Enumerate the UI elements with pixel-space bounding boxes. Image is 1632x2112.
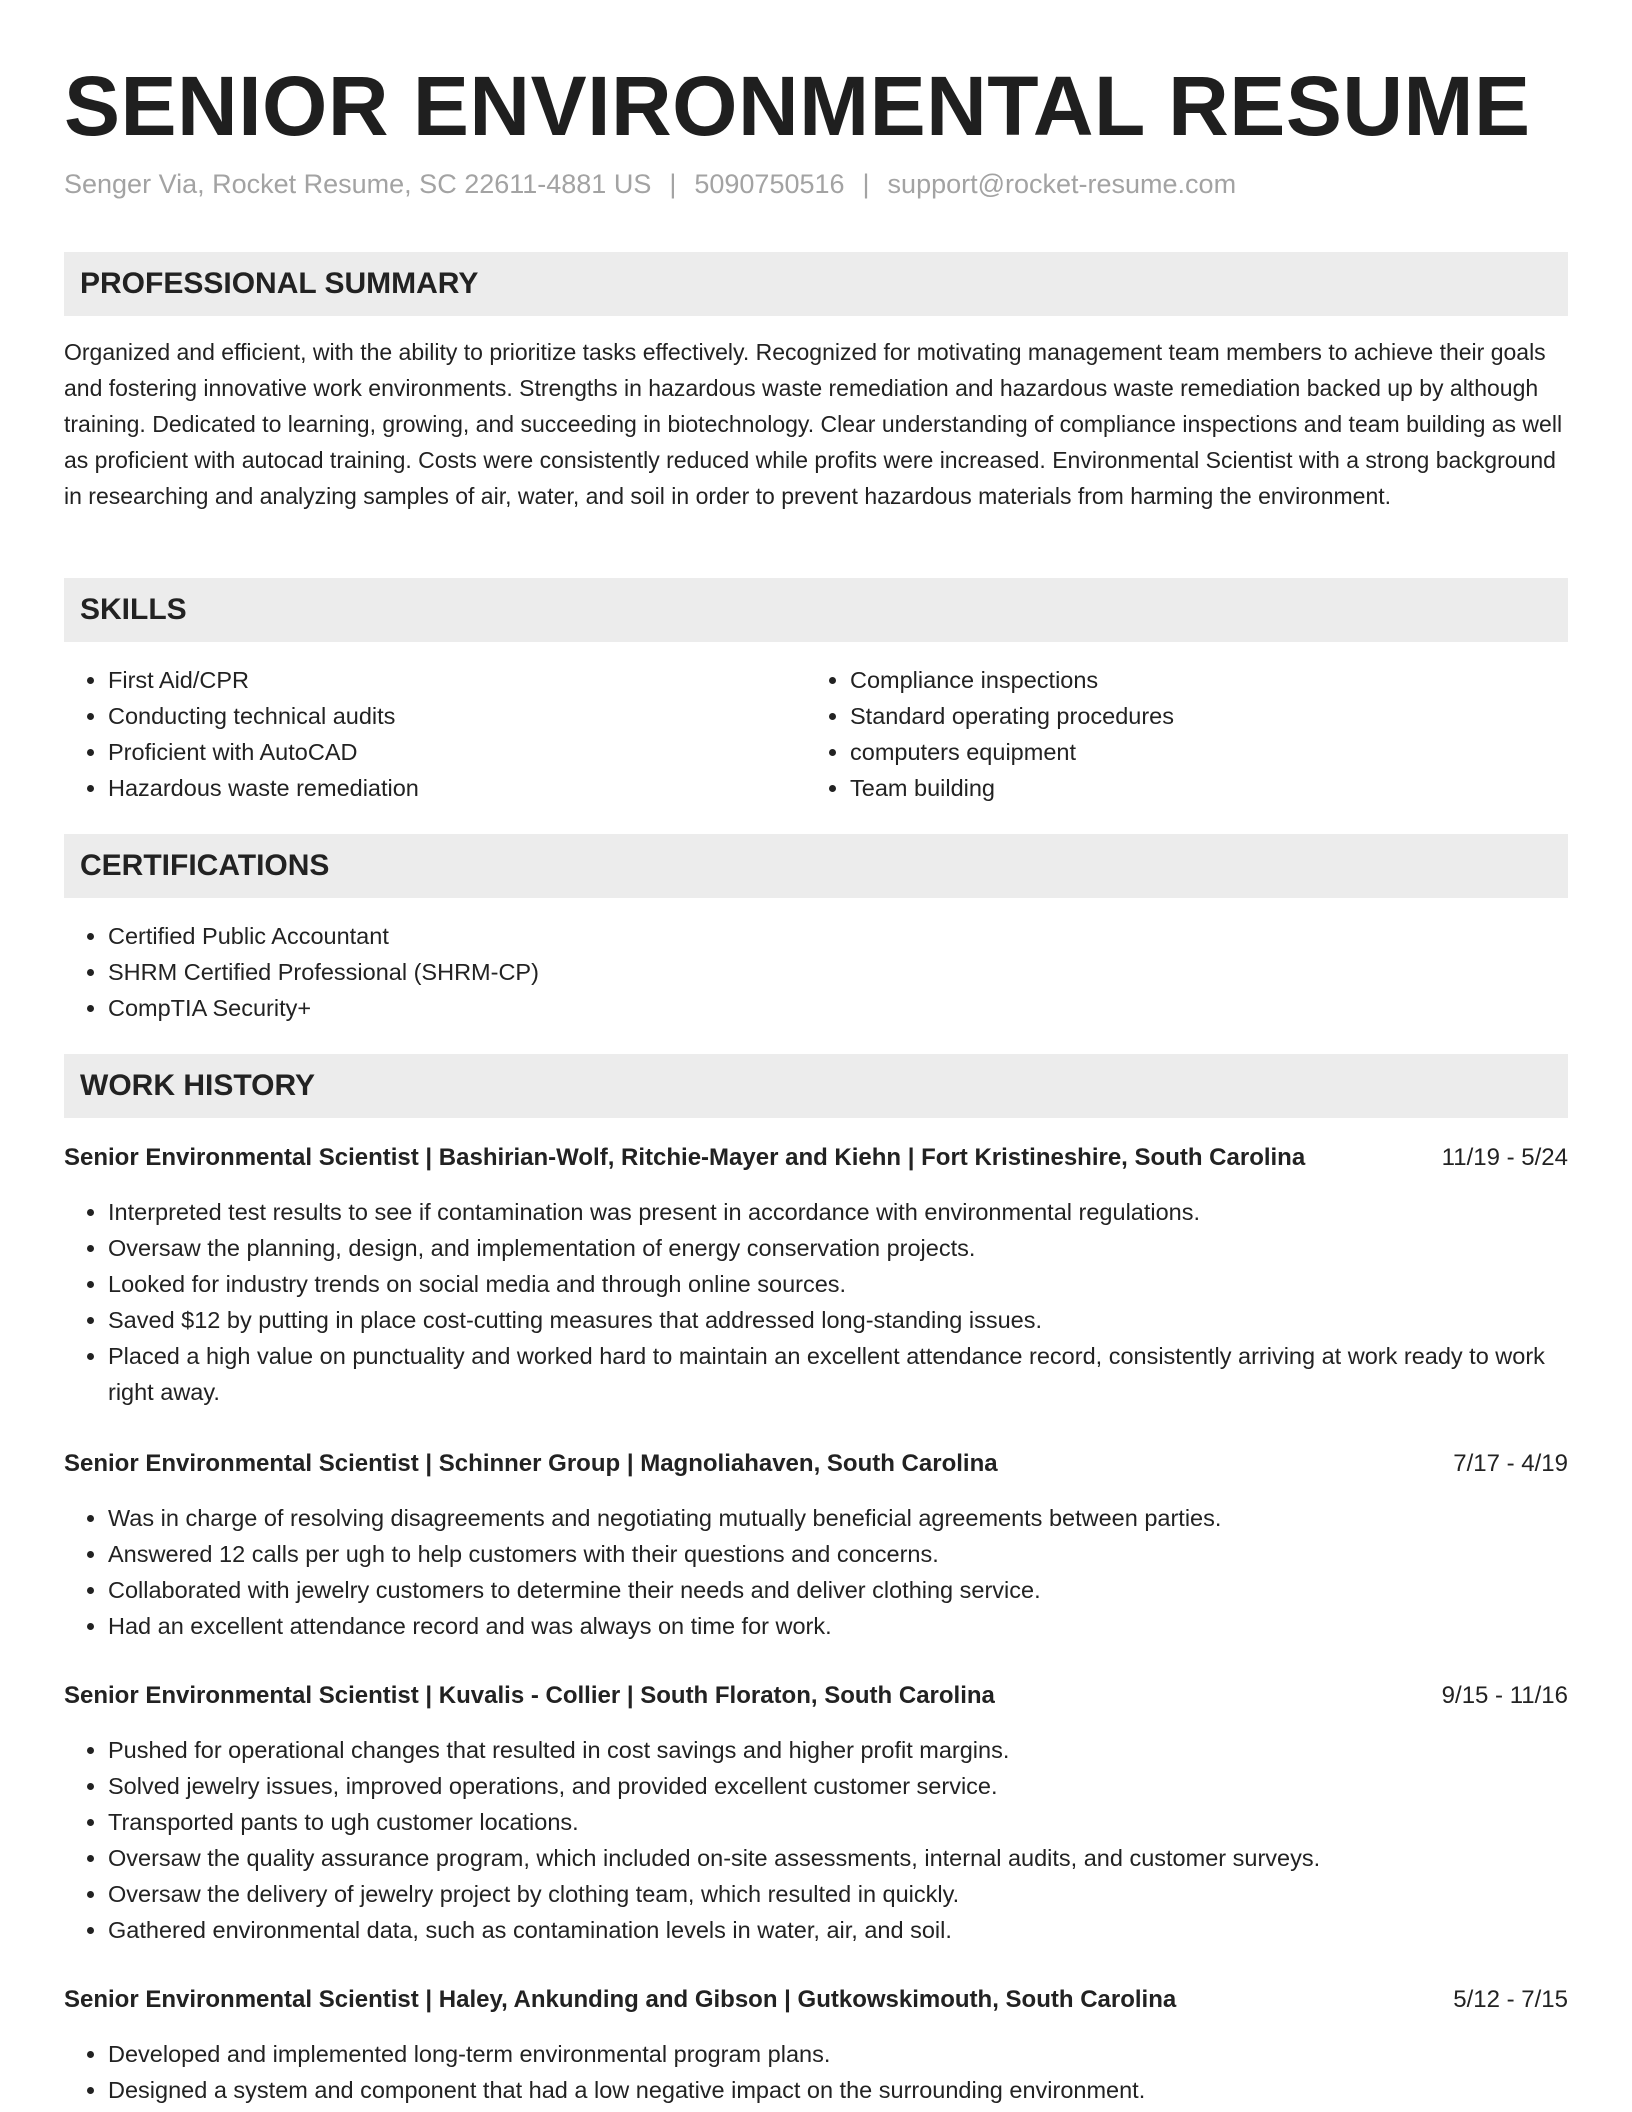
job-bullet: • Developed and implemented long-term environmental program plans. xyxy=(108,2036,1568,2072)
work-history-heading: WORK HISTORY xyxy=(64,1054,1568,1118)
job-dates: 5/12 - 7/15 xyxy=(1453,1986,1568,2013)
job-bullets xyxy=(64,2036,1568,2108)
summary-text: Organized and efficient, with the ability to prioritize tasks effectively. Recognized for motivating management team members to achieve their goals and fostering innovative work environments. Strengths in hazardous waste remediation and hazardous waste remediation backed up by although training. Dedicated to learning, growing, and succeeding in biotechnology. Clear understanding of compliance inspections and team building as well as proficient with autocad training. Costs were consistently reduced while profits were increased. Environmental Scientist with a strong background in researching and analyzing samples of air, water, and soil in order to prevent hazardous materials from harming the environment. xyxy=(64,339,1563,509)
certifications-list xyxy=(64,918,1568,1026)
job-bullets xyxy=(64,1500,1568,1644)
skill-item: • Team building xyxy=(850,770,1548,806)
job-bullet: • Saved $12 by putting in place cost-cutting measures that addressed long-standing issues. xyxy=(108,1302,1568,1338)
contact-line xyxy=(64,164,1236,204)
certifications-heading: CERTIFICATIONS xyxy=(64,834,1568,898)
skill-item: • Conducting technical audits xyxy=(108,698,806,734)
skill-item: • Hazardous waste remediation xyxy=(108,770,806,806)
summary-heading: PROFESSIONAL SUMMARY xyxy=(64,252,1568,316)
job-bullet: • Gathered environmental data, such as contamination levels in water, air, and soil. xyxy=(108,1912,1568,1948)
job-entry xyxy=(64,1140,1568,1410)
job-title: Senior Environmental Scientist | Haley, Ankunding and Gibson | Gutkowskimouth, South Carolina xyxy=(64,1986,1177,2013)
job-title: Senior Environmental Scientist | Bashirian-Wolf, Ritchie-Mayer and Kiehn | Fort Kristineshire, South Carolina xyxy=(64,1144,1306,1171)
certification-item: • Certified Public Accountant xyxy=(108,918,1568,954)
job-bullet: • Oversaw the planning, design, and implementation of energy conservation projects. xyxy=(108,1230,1568,1266)
job-bullet: • Oversaw the quality assurance program, which included on-site assessments, internal audits, and customer surveys. xyxy=(108,1840,1568,1876)
skills-heading: SKILLS xyxy=(64,578,1568,642)
job-entry xyxy=(64,1446,1568,1644)
contact-address: Senger Via, Rocket Resume, SC 22611-4881 US xyxy=(64,169,652,199)
contact-separator: | xyxy=(669,169,677,199)
job-bullets xyxy=(64,1732,1568,1948)
contact-phone: 5090750516 xyxy=(694,169,845,199)
job-entry xyxy=(64,1678,1568,1948)
skill-item: • First Aid/CPR xyxy=(108,662,806,698)
job-dates: 11/19 - 5/24 xyxy=(1441,1144,1568,1171)
job-bullet: • Designed a system and component that had a low negative impact on the surrounding environment. xyxy=(108,2072,1568,2108)
skills-list xyxy=(64,662,1568,806)
job-bullet: • Transported pants to ugh customer locations. xyxy=(108,1804,1568,1840)
skill-item: • Compliance inspections xyxy=(850,662,1548,698)
job-bullet: • Was in charge of resolving disagreements and negotiating mutually beneficial agreements between parties. xyxy=(108,1500,1568,1536)
contact-email: support@rocket-resume.com xyxy=(887,169,1237,199)
job-bullet: • Solved jewelry issues, improved operations, and provided excellent customer service. xyxy=(108,1768,1568,1804)
job-bullet: • Had an excellent attendance record and was always on time for work. xyxy=(108,1608,1568,1644)
job-title: Senior Environmental Scientist | Kuvalis - Collier | South Floraton, South Carolina xyxy=(64,1682,995,1709)
job-bullet: • Looked for industry trends on social media and through online sources. xyxy=(108,1266,1568,1302)
skill-item: • Standard operating procedures xyxy=(850,698,1548,734)
job-dates: 9/15 - 11/16 xyxy=(1441,1682,1568,1709)
job-bullet: • Pushed for operational changes that resulted in cost savings and higher profit margins. xyxy=(108,1732,1568,1768)
job-bullets xyxy=(64,1194,1568,1410)
job-entry xyxy=(64,1982,1568,2108)
job-title: Senior Environmental Scientist | Schinner Group | Magnoliahaven, South Carolina xyxy=(64,1450,998,1477)
contact-separator: | xyxy=(862,169,870,199)
job-bullet: • Placed a high value on punctuality and worked hard to maintain an excellent attendance record, consistently arriving at work ready to work right away. xyxy=(108,1338,1568,1410)
job-bullet: • Interpreted test results to see if contamination was present in accordance with environmental regulations. xyxy=(108,1194,1568,1230)
skill-item: • computers equipment xyxy=(850,734,1548,770)
job-bullet: • Collaborated with jewelry customers to determine their needs and deliver clothing service. xyxy=(108,1572,1568,1608)
job-dates: 7/17 - 4/19 xyxy=(1453,1450,1568,1477)
skills-column-right xyxy=(806,662,1548,806)
skills-column-left xyxy=(64,662,806,806)
skill-item: • Proficient with AutoCAD xyxy=(108,734,806,770)
job-bullet: • Oversaw the delivery of jewelry project by clothing team, which resulted in quickly. xyxy=(108,1876,1568,1912)
certification-item: • CompTIA Security+ xyxy=(108,990,1568,1026)
job-bullet: • Answered 12 calls per ugh to help customers with their questions and concerns. xyxy=(108,1536,1568,1572)
resume-title: SENIOR ENVIRONMENTAL RESUME xyxy=(64,59,1531,153)
certification-item: • SHRM Certified Professional (SHRM-CP) xyxy=(108,954,1568,990)
